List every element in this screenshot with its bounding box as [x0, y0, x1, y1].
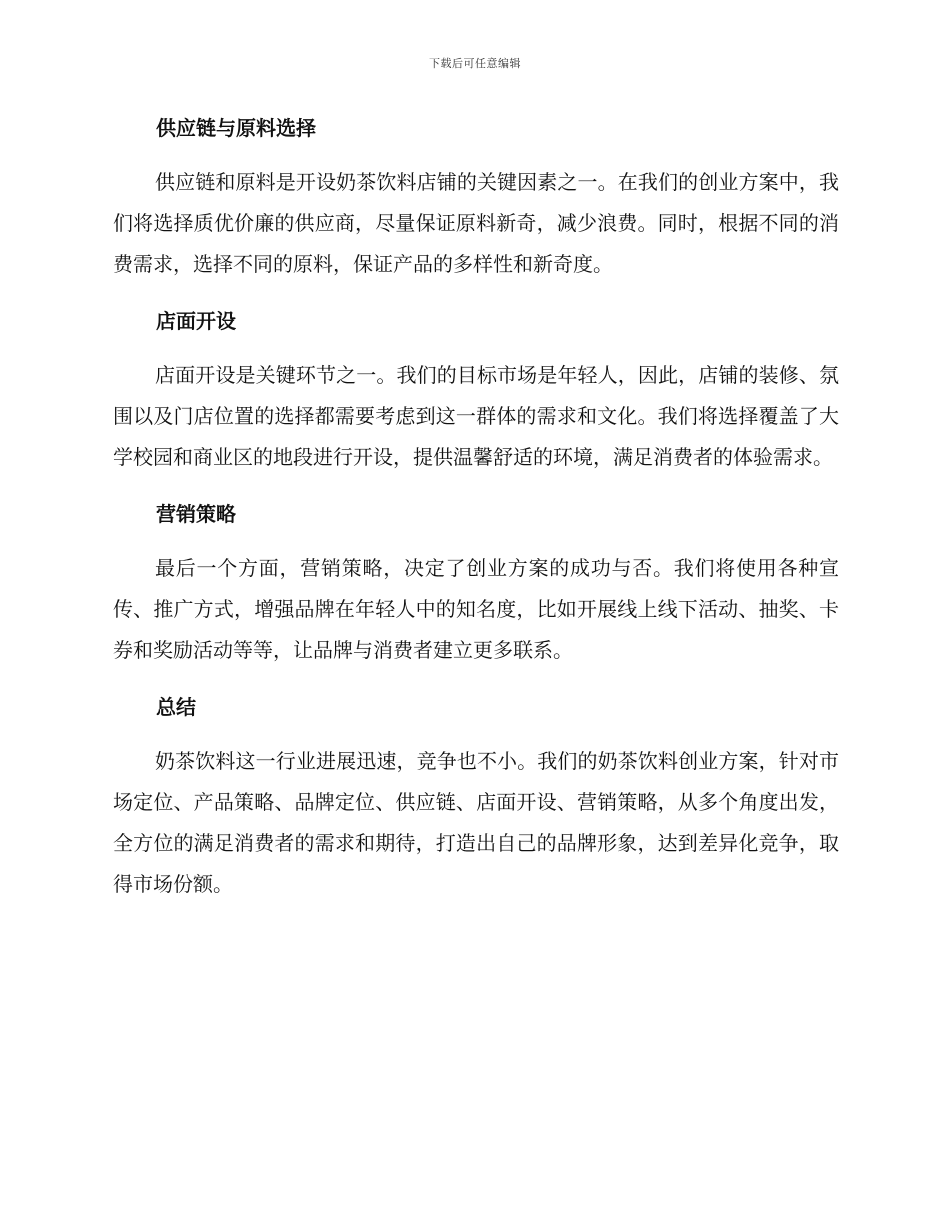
- section-heading: 供应链与原料选择: [156, 116, 316, 140]
- section-paragraph: 最后一个方面，营销策略，决定了创业方案的成功与否。我们将使用各种宣传、推广方式，增强品牌在年轻人中的知名度，比如开展线上线下活动、抽奖、卡券和奖励活动等等，让品牌与消费者建立更多联系。: [113, 556, 839, 662]
- section-store-opening: [113, 301, 839, 478]
- section-heading: 营销策略: [156, 502, 236, 526]
- section-heading: 总结: [156, 695, 196, 719]
- section-paragraph: 店面开设是关键环节之一。我们的目标市场是年轻人，因此，店铺的装修、氛围以及门店位置的选择都需要考虑到这一群体的需求和文化。我们将选择覆盖了大学校园和商业区的地段进行开设，提供温馨舒适的环境，满足消费者的体验需求。: [113, 363, 839, 469]
- section-supply-chain: [113, 108, 839, 285]
- section-summary: [113, 687, 839, 905]
- section-heading: 店面开设: [156, 309, 236, 333]
- document-content: [113, 108, 839, 921]
- header-note: 下载后可任意编辑: [429, 57, 521, 70]
- section-marketing-strategy: [113, 494, 839, 671]
- section-paragraph: 奶茶饮料这一行业进展迅速，竞争也不小。我们的奶茶饮料创业方案，针对市场定位、产品策略、品牌定位、供应链、店面开设、营销策略，从多个角度出发，全方位的满足消费者的需求和期待，打造出自己的品牌形象，达到差异化竞争，取得市场份额。: [113, 749, 839, 896]
- section-paragraph: 供应链和原料是开设奶茶饮料店铺的关键因素之一。在我们的创业方案中，我们将选择质优价廉的供应商，尽量保证原料新奇，减少浪费。同时，根据不同的消费需求，选择不同的原料，保证产品的多样性和新奇度。: [113, 170, 839, 276]
